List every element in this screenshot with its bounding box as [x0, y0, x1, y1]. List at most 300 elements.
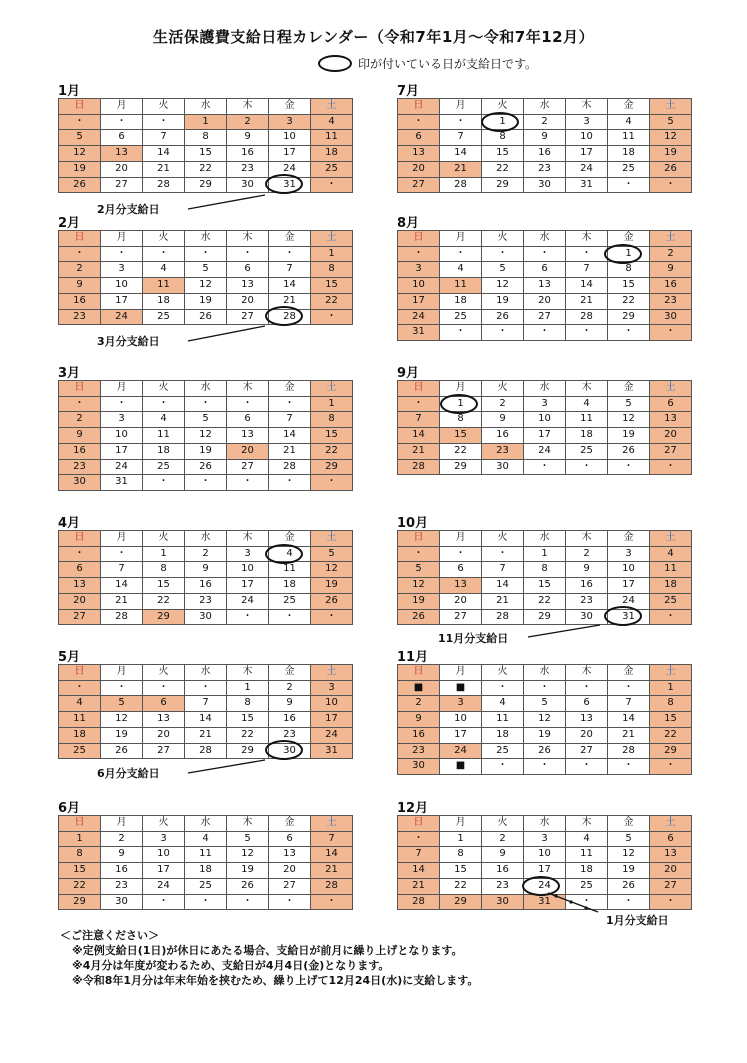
day-cell: 16	[227, 146, 269, 162]
weekday-header: 水	[524, 816, 566, 832]
day-cell: 8	[650, 696, 692, 712]
weekday-header: 日	[398, 99, 440, 115]
day-cell: 6	[650, 396, 692, 412]
day-cell: 24	[143, 878, 185, 894]
day-cell: 29	[185, 177, 227, 193]
day-cell: 15	[440, 428, 482, 444]
day-cell: ・	[311, 609, 353, 625]
day-cell: 3	[608, 546, 650, 562]
month-name: 1月	[58, 84, 81, 99]
day-cell: 28	[143, 177, 185, 193]
day-cell: 16	[482, 428, 524, 444]
day-cell: 12	[227, 847, 269, 863]
day-cell: ・	[482, 246, 524, 262]
day-cell: 12	[524, 712, 566, 728]
day-cell: 30	[524, 177, 566, 193]
day-cell: 3	[524, 396, 566, 412]
day-cell: 9	[482, 847, 524, 863]
day-cell: 25	[269, 593, 311, 609]
day-cell: 2	[101, 831, 143, 847]
month-name: 2月	[58, 216, 81, 231]
legend-text: 印が付いている日が支給日です。	[358, 56, 538, 71]
day-cell: 5	[59, 130, 101, 146]
day-cell: ・	[185, 246, 227, 262]
day-cell: 24	[101, 309, 143, 325]
day-cell: 5	[101, 696, 143, 712]
day-cell: 5	[524, 696, 566, 712]
day-cell: 23	[650, 293, 692, 309]
day-cell: 16	[101, 863, 143, 879]
day-cell: 28	[608, 743, 650, 759]
day-cell: 8	[311, 412, 353, 428]
pay-label-mar: 3月分支給日	[97, 335, 160, 348]
day-cell: 19	[524, 727, 566, 743]
day-cell: 2	[185, 546, 227, 562]
day-cell: 12	[101, 712, 143, 728]
day-cell: 18	[143, 293, 185, 309]
day-cell: 17	[101, 443, 143, 459]
day-cell: 27	[566, 743, 608, 759]
day-cell: 27	[398, 177, 440, 193]
day-cell: 21	[143, 161, 185, 177]
day-cell: 21	[440, 161, 482, 177]
day-cell: 15	[524, 578, 566, 594]
weekday-header: 火	[143, 231, 185, 247]
day-cell: 6	[227, 412, 269, 428]
day-cell: 24	[524, 878, 566, 894]
notes	[60, 928, 478, 988]
day-cell: ■	[398, 680, 440, 696]
day-cell: 22	[440, 443, 482, 459]
day-cell: 22	[311, 443, 353, 459]
day-cell: ・	[650, 759, 692, 775]
day-cell: 17	[269, 146, 311, 162]
weekday-header: 木	[566, 816, 608, 832]
weekday-header: 日	[59, 531, 101, 547]
day-cell: 30	[227, 177, 269, 193]
day-cell: 25	[566, 443, 608, 459]
weekday-header: 火	[482, 531, 524, 547]
day-cell: 18	[59, 727, 101, 743]
day-cell: 3	[440, 696, 482, 712]
weekday-header: 月	[440, 531, 482, 547]
day-cell: 7	[440, 130, 482, 146]
weekday-header: 木	[227, 665, 269, 681]
day-cell: 31	[311, 743, 353, 759]
day-cell: 19	[650, 146, 692, 162]
weekday-header: 月	[101, 381, 143, 397]
day-cell: ・	[608, 459, 650, 475]
day-cell: 7	[185, 696, 227, 712]
weekday-header: 金	[608, 99, 650, 115]
day-cell: 1	[143, 546, 185, 562]
day-cell: 18	[482, 727, 524, 743]
day-cell: 18	[608, 146, 650, 162]
day-cell: 26	[650, 161, 692, 177]
day-cell: 27	[59, 609, 101, 625]
day-cell: 16	[59, 293, 101, 309]
day-cell: 13	[143, 712, 185, 728]
day-cell: 5	[608, 396, 650, 412]
day-cell: 25	[608, 161, 650, 177]
day-cell: 14	[440, 146, 482, 162]
day-cell: 12	[482, 278, 524, 294]
day-cell: 14	[398, 863, 440, 879]
day-cell: 19	[482, 293, 524, 309]
day-cell: 17	[398, 293, 440, 309]
day-cell: ・	[524, 246, 566, 262]
day-cell: ・	[608, 680, 650, 696]
day-cell: 23	[482, 878, 524, 894]
day-cell: 13	[440, 578, 482, 594]
day-cell: 21	[566, 293, 608, 309]
day-cell: 8	[227, 696, 269, 712]
day-cell: 9	[59, 278, 101, 294]
day-cell: 9	[59, 428, 101, 444]
day-cell: ・	[482, 680, 524, 696]
day-cell: 10	[440, 712, 482, 728]
day-cell: 10	[227, 562, 269, 578]
pay-label-nov: 11月分支給日	[438, 632, 509, 645]
month-name: 11月	[397, 650, 429, 665]
day-cell: ・	[608, 759, 650, 775]
note-item: ※4月分は年度が変わるため、支給日が4月4日(金)となります。	[72, 959, 390, 972]
day-cell: 10	[608, 562, 650, 578]
day-cell: 30	[101, 894, 143, 910]
day-cell: 12	[311, 562, 353, 578]
day-cell: 21	[185, 727, 227, 743]
day-cell: 12	[59, 146, 101, 162]
day-cell: 2	[650, 246, 692, 262]
day-cell: 29	[440, 459, 482, 475]
day-cell: 30	[269, 743, 311, 759]
day-cell: 12	[608, 847, 650, 863]
day-cell: 18	[650, 578, 692, 594]
day-cell: 20	[524, 293, 566, 309]
day-cell: 31	[566, 177, 608, 193]
weekday-header: 月	[440, 816, 482, 832]
weekday-header: 月	[101, 99, 143, 115]
notes-heading: ＜ご注意ください＞	[60, 929, 159, 942]
arrow-line	[188, 195, 265, 209]
page-title: 生活保護費支給日程カレンダー（令和7年1月～令和7年12月）	[152, 28, 595, 46]
weekday-header: 木	[566, 99, 608, 115]
day-cell: 13	[269, 847, 311, 863]
day-cell: 29	[440, 894, 482, 910]
weekday-header: 火	[143, 381, 185, 397]
weekday-header: 土	[311, 531, 353, 547]
weekday-header: 土	[311, 381, 353, 397]
day-cell: 20	[650, 863, 692, 879]
weekday-header: 土	[650, 99, 692, 115]
day-cell: 23	[185, 593, 227, 609]
day-cell: 7	[311, 831, 353, 847]
note-item: ※定例支給日(1日)が休日にあたる場合、支給日が前月に繰り上げとなります。	[72, 944, 463, 957]
day-cell: 20	[101, 161, 143, 177]
day-cell: 26	[524, 743, 566, 759]
weekday-header: 月	[101, 665, 143, 681]
day-cell: ・	[59, 114, 101, 130]
day-cell: 18	[269, 578, 311, 594]
day-cell: 9	[650, 262, 692, 278]
day-cell: 3	[566, 114, 608, 130]
day-cell: 20	[269, 863, 311, 879]
day-cell: 13	[398, 146, 440, 162]
weekday-header: 木	[566, 231, 608, 247]
weekday-header: 日	[59, 231, 101, 247]
day-cell: ・	[269, 609, 311, 625]
month-name: 8月	[397, 216, 420, 231]
day-cell: 5	[185, 262, 227, 278]
day-cell: 14	[608, 712, 650, 728]
pay-label-feb: 2月分支給日	[97, 203, 160, 216]
day-cell: 24	[608, 593, 650, 609]
weekday-header: 木	[227, 816, 269, 832]
day-cell: 28	[440, 177, 482, 193]
day-cell: 23	[566, 593, 608, 609]
arrow-line	[188, 326, 265, 341]
day-cell: 16	[650, 278, 692, 294]
day-cell: 17	[227, 578, 269, 594]
day-cell: ・	[398, 246, 440, 262]
day-cell: 11	[482, 712, 524, 728]
day-cell: ・	[650, 894, 692, 910]
weekday-header: 木	[227, 531, 269, 547]
day-cell: ・	[227, 396, 269, 412]
day-cell: ・	[566, 894, 608, 910]
day-cell: 9	[269, 696, 311, 712]
day-cell: 20	[227, 443, 269, 459]
day-cell: ・	[143, 894, 185, 910]
day-cell: 1	[311, 246, 353, 262]
day-cell: 5	[185, 412, 227, 428]
day-cell: 8	[59, 847, 101, 863]
pay-label-jan: 1月分支給日	[606, 914, 669, 927]
day-cell: 25	[185, 878, 227, 894]
day-cell: 16	[482, 863, 524, 879]
day-cell: 22	[440, 878, 482, 894]
day-cell: 1	[440, 396, 482, 412]
day-cell: 14	[269, 428, 311, 444]
day-cell: 20	[59, 593, 101, 609]
day-cell: 10	[524, 847, 566, 863]
day-cell: 21	[608, 727, 650, 743]
day-cell: 19	[311, 578, 353, 594]
day-cell: 3	[227, 546, 269, 562]
day-cell: 16	[398, 727, 440, 743]
day-cell: ・	[608, 894, 650, 910]
weekday-header: 木	[566, 381, 608, 397]
day-cell: 22	[650, 727, 692, 743]
day-cell: 1	[227, 680, 269, 696]
day-cell: 27	[650, 443, 692, 459]
day-cell: 26	[608, 443, 650, 459]
day-cell: 13	[650, 847, 692, 863]
day-cell: 15	[227, 712, 269, 728]
weekday-header: 土	[650, 665, 692, 681]
arrow-dot	[584, 906, 587, 909]
arrow-dot	[554, 894, 557, 897]
day-cell: 21	[398, 878, 440, 894]
day-cell: 2	[227, 114, 269, 130]
weekday-header: 日	[59, 99, 101, 115]
day-cell: 22	[311, 293, 353, 309]
weekday-header: 金	[608, 665, 650, 681]
day-cell: 27	[143, 743, 185, 759]
weekday-header: 水	[185, 816, 227, 832]
day-cell: 27	[269, 878, 311, 894]
day-cell: 11	[566, 847, 608, 863]
day-cell: 3	[269, 114, 311, 130]
arrow-line	[188, 760, 265, 773]
day-cell: 2	[566, 546, 608, 562]
weekday-header: 火	[143, 816, 185, 832]
weekday-header: 水	[524, 381, 566, 397]
day-cell: 21	[482, 593, 524, 609]
day-cell: ・	[398, 114, 440, 130]
day-cell: ・	[524, 680, 566, 696]
day-cell: 15	[608, 278, 650, 294]
month-name: 3月	[58, 366, 81, 381]
day-cell: 13	[566, 712, 608, 728]
day-cell: 3	[101, 262, 143, 278]
day-cell: 6	[59, 562, 101, 578]
day-cell: 16	[524, 146, 566, 162]
day-cell: ・	[227, 475, 269, 491]
day-cell: 16	[185, 578, 227, 594]
day-cell: ・	[185, 396, 227, 412]
day-cell: 9	[185, 562, 227, 578]
weekday-header: 日	[398, 381, 440, 397]
day-cell: 25	[143, 459, 185, 475]
weekday-header: 木	[566, 531, 608, 547]
day-cell: ・	[269, 475, 311, 491]
day-cell: 21	[398, 443, 440, 459]
weekday-header: 金	[269, 231, 311, 247]
weekday-header: 水	[524, 99, 566, 115]
weekday-header: 水	[185, 231, 227, 247]
weekday-header: 水	[524, 231, 566, 247]
day-cell: 2	[524, 114, 566, 130]
day-cell: 17	[524, 863, 566, 879]
day-cell: 4	[440, 262, 482, 278]
day-cell: 20	[227, 293, 269, 309]
day-cell: 8	[440, 847, 482, 863]
day-cell: 4	[143, 412, 185, 428]
day-cell: 27	[227, 459, 269, 475]
day-cell: 7	[143, 130, 185, 146]
day-cell: 23	[227, 161, 269, 177]
day-cell: 23	[59, 459, 101, 475]
weekday-header: 金	[269, 665, 311, 681]
day-cell: 2	[59, 412, 101, 428]
day-cell: 19	[59, 161, 101, 177]
day-cell: 14	[482, 578, 524, 594]
day-cell: 1	[608, 246, 650, 262]
day-cell: 25	[482, 743, 524, 759]
day-cell: 11	[650, 562, 692, 578]
day-cell: 28	[566, 309, 608, 325]
day-cell: ・	[566, 459, 608, 475]
day-cell: 6	[227, 262, 269, 278]
day-cell: 29	[650, 743, 692, 759]
day-cell: 30	[59, 475, 101, 491]
day-cell: 26	[608, 878, 650, 894]
day-cell: ・	[398, 396, 440, 412]
day-cell: 13	[227, 278, 269, 294]
weekday-header: 日	[398, 816, 440, 832]
day-cell: ・	[59, 396, 101, 412]
day-cell: 26	[311, 593, 353, 609]
weekday-header: 水	[524, 531, 566, 547]
day-cell: ・	[59, 246, 101, 262]
day-cell: 18	[566, 428, 608, 444]
day-cell: 14	[311, 847, 353, 863]
day-cell: ・	[101, 246, 143, 262]
day-cell: 19	[185, 293, 227, 309]
month-name: 9月	[397, 366, 420, 381]
day-cell: 23	[59, 309, 101, 325]
day-cell: 3	[101, 412, 143, 428]
weekday-header: 日	[59, 665, 101, 681]
day-cell: 11	[608, 130, 650, 146]
day-cell: 7	[269, 262, 311, 278]
day-cell: 12	[650, 130, 692, 146]
day-cell: 17	[440, 727, 482, 743]
day-cell: 20	[650, 428, 692, 444]
day-cell: 26	[482, 309, 524, 325]
day-cell: 27	[650, 878, 692, 894]
month-name: 7月	[397, 84, 420, 99]
month-name: 4月	[58, 516, 81, 531]
day-cell: ・	[524, 759, 566, 775]
day-cell: ・	[185, 894, 227, 910]
day-cell: 17	[608, 578, 650, 594]
day-cell: 12	[398, 578, 440, 594]
day-cell: 30	[185, 609, 227, 625]
day-cell: 10	[143, 847, 185, 863]
day-cell: 26	[59, 177, 101, 193]
day-cell: 30	[650, 309, 692, 325]
day-cell: ・	[650, 177, 692, 193]
day-cell: 29	[143, 609, 185, 625]
day-cell: 17	[311, 712, 353, 728]
day-cell: 5	[482, 262, 524, 278]
day-cell: 24	[227, 593, 269, 609]
day-cell: 2	[269, 680, 311, 696]
day-cell: 28	[482, 609, 524, 625]
day-cell: 26	[101, 743, 143, 759]
day-cell: 22	[608, 293, 650, 309]
weekday-header: 水	[185, 665, 227, 681]
weekday-header: 金	[608, 816, 650, 832]
day-cell: 11	[440, 278, 482, 294]
day-cell: 13	[101, 146, 143, 162]
day-cell: ・	[440, 325, 482, 341]
day-cell: ・	[482, 759, 524, 775]
weekday-header: 火	[143, 531, 185, 547]
day-cell: 29	[227, 743, 269, 759]
day-cell: 22	[59, 878, 101, 894]
weekday-header: 金	[269, 381, 311, 397]
month-name: 6月	[58, 801, 81, 816]
day-cell: 19	[185, 443, 227, 459]
month-name: 12月	[397, 801, 429, 816]
day-cell: ・	[566, 246, 608, 262]
day-cell: 3	[398, 262, 440, 278]
day-cell: 3	[524, 831, 566, 847]
day-cell: 22	[524, 593, 566, 609]
